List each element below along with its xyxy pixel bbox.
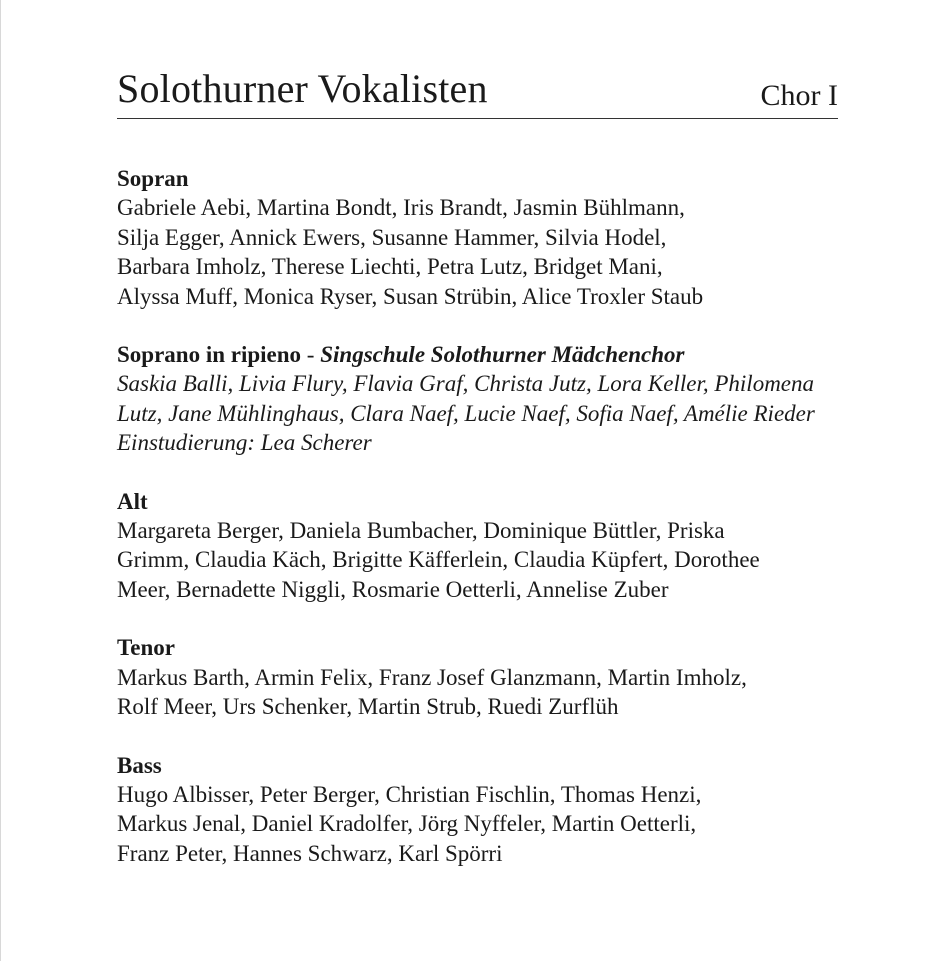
roster-content (117, 164, 842, 897)
sopran-line: Alyssa Muff, Monica Ryser, Susan Strübin, Alice Troxler Staub (117, 283, 704, 309)
page-title: Solothurner Vokalisten (117, 66, 488, 111)
sopran-line: Barbara Imholz, Therese Liechti, Petra Lutz, Bridget Mani, (117, 254, 663, 280)
page-header (117, 66, 838, 119)
section-title-alt: Alt (117, 488, 148, 514)
ripieno-line: Lutz, Jane Mühlinghaus, Clara Naef, Lucie Naef, Sofia Naef, Amélie Rieder (117, 400, 815, 426)
page-edge (0, 0, 4, 961)
ripieno-subtitle: Singschule Solothurner Mädchenchor (320, 342, 685, 368)
section-tenor (117, 633, 842, 721)
bass-line: Markus Jenal, Daniel Kradolfer, Jörg Nyffeler, Martin Oetterli, (117, 811, 697, 837)
tenor-line: Rolf Meer, Urs Schenker, Martin Strub, Ruedi Zurflüh (117, 694, 619, 720)
alt-line: Meer, Bernadette Niggli, Rosmarie Oetterli, Annelise Zuber (117, 576, 669, 602)
section-bass (117, 751, 842, 869)
section-title-tenor: Tenor (117, 635, 175, 661)
sopran-line: Gabriele Aebi, Martina Bondt, Iris Brandt, Jasmin Bühlmann, (117, 195, 685, 221)
bass-line: Hugo Albisser, Peter Berger, Christian Fischlin, Thomas Henzi, (117, 781, 702, 807)
ripieno-separator: - (301, 342, 321, 368)
ripieno-director: Einstudierung: Lea Scherer (117, 430, 372, 456)
sopran-line: Silja Egger, Annick Ewers, Susanne Hammer, Silvia Hodel, (117, 224, 667, 250)
section-title-bass: Bass (117, 752, 162, 778)
ripieno-line: Saskia Balli, Livia Flury, Flavia Graf, Christa Jutz, Lora Keller, Philomena (117, 371, 815, 397)
bass-line: Franz Peter, Hannes Schwarz, Karl Spörri (117, 840, 503, 866)
ripieno-title: Soprano in ripieno (117, 342, 302, 368)
alt-line: Margareta Berger, Daniela Bumbacher, Dominique Büttler, Priska (117, 518, 725, 544)
tenor-line: Markus Barth, Armin Felix, Franz Josef Glanzmann, Martin Imholz, (117, 664, 747, 690)
section-title-ripieno (117, 340, 842, 369)
section-alt (117, 487, 842, 605)
section-ripieno (117, 340, 842, 458)
choir-label: Chor I (760, 79, 838, 112)
alt-line: Grimm, Claudia Käch, Brigitte Käfferlein, Claudia Küpfert, Dorothee (117, 547, 760, 573)
section-sopran (117, 164, 842, 311)
section-title-sopran: Sopran (117, 166, 189, 191)
